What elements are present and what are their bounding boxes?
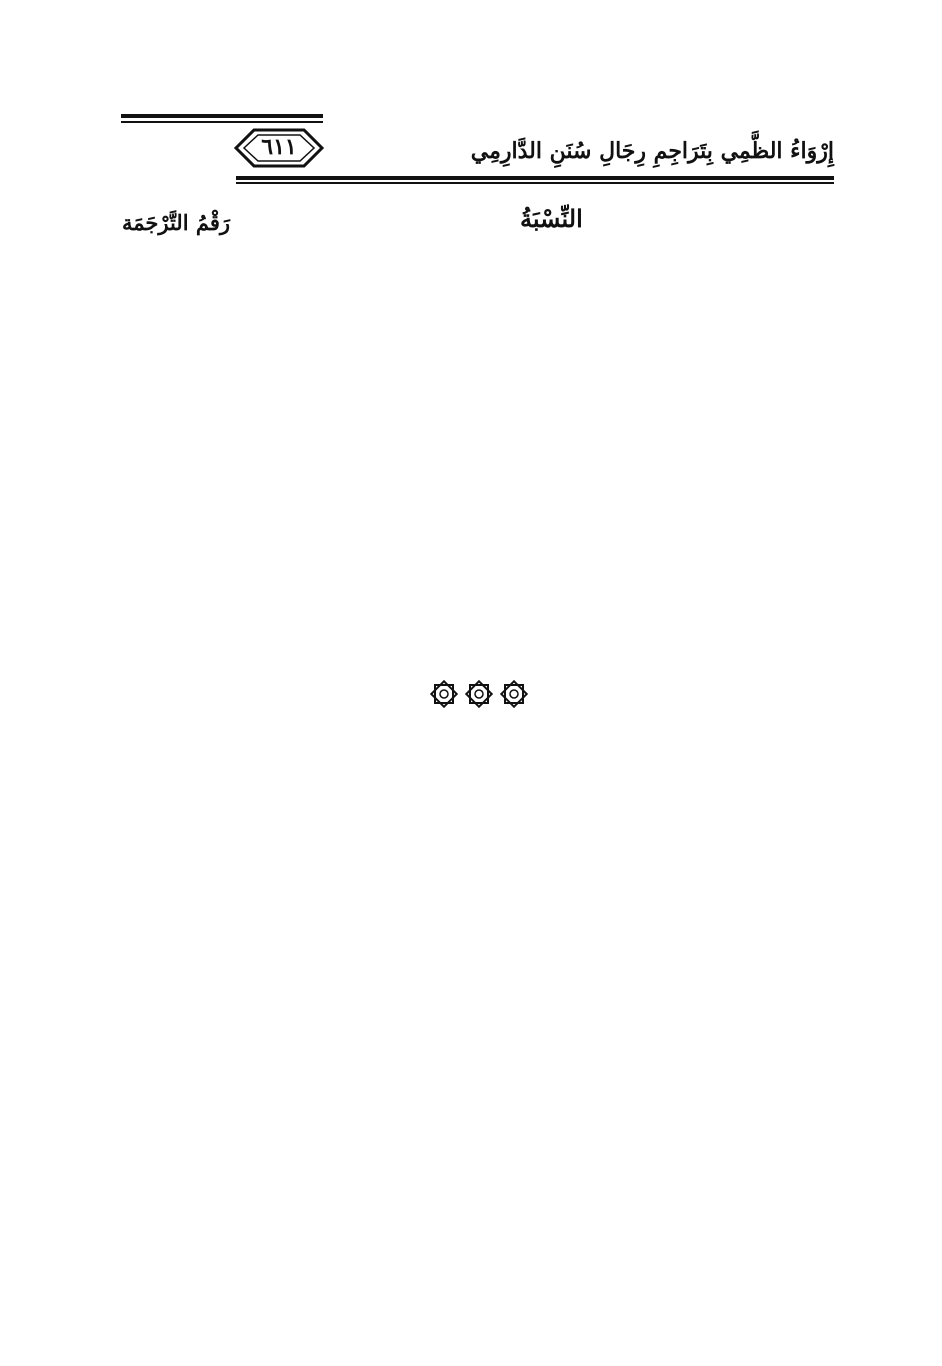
- column-header-entry-number: رَقْمُ التَّرْجَمَة: [122, 210, 231, 235]
- column-header-nisba: النِّسْبَةُ: [520, 204, 583, 233]
- book-title: إِرْوَاءُ الظَّمِي بِتَرَاجِمِ رِجَالِ سُنَنِ الدَّارِمِي: [470, 138, 834, 164]
- header-rule-bottom: [236, 176, 834, 180]
- header-rule-bottom-thin: [236, 182, 834, 184]
- page-number: ٦١١: [261, 134, 297, 160]
- eight-point-star-icon: [500, 680, 528, 708]
- header-rule-top: [121, 114, 323, 118]
- eight-point-star-icon: [430, 680, 458, 708]
- header-rule-top-thin: [121, 121, 323, 123]
- eight-point-star-icon: [465, 680, 493, 708]
- end-ornaments: [430, 680, 530, 710]
- page-number-badge: [234, 127, 324, 169]
